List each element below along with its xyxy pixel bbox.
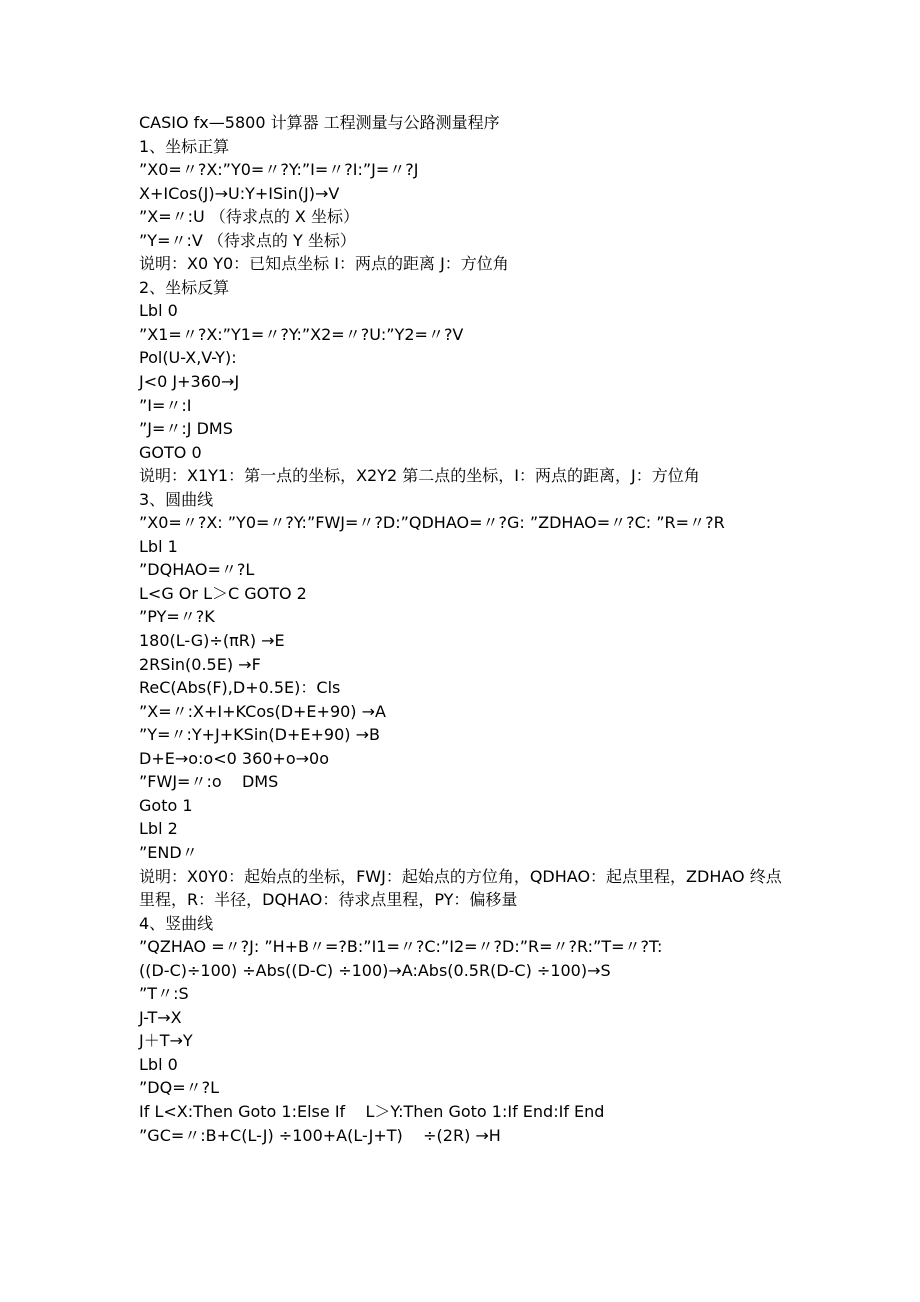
- code-line: ReC(Abs(F),D+0.5E)：Cls: [139, 678, 341, 698]
- code-line: 180(L-G)÷(πR) →E: [139, 631, 285, 651]
- code-line: 2RSin(0.5E) →F: [139, 654, 261, 674]
- code-line: ”X=〃:U （待求点的 X 坐标）: [139, 207, 359, 227]
- code-line: Lbl 0: [139, 1054, 178, 1074]
- document-page: [139, 111, 789, 1147]
- explanation-text: 说明：X1Y1：第一点的坐标，X2Y2 第二点的坐标，I：两点的距离，J：方位角: [139, 466, 700, 486]
- code-line: Pol(U-X,V-Y):: [139, 348, 237, 368]
- code-line: Lbl 0: [139, 301, 178, 321]
- code-line: ”X0=〃?X: ”Y0=〃?Y:”FWJ=〃?D:”QDHAO=〃?G: ”ZDHAO=〃?C: ”R=〃?R: [139, 513, 725, 533]
- code-line: ”Y=〃:V （待求点的 Y 坐标）: [139, 230, 356, 250]
- code-line: X+ICos(J)→U:Y+ISin(J)→V: [139, 183, 340, 203]
- code-line: J<0 J+360→J: [139, 372, 240, 392]
- section-heading-coordinate-forward: 1、坐标正算: [139, 136, 230, 156]
- section-heading-vertical-curve: 4、竖曲线: [139, 913, 214, 933]
- code-line: Lbl 1: [139, 536, 178, 556]
- code-line: ”DQHAO=〃?L: [139, 560, 255, 580]
- code-line: ”J=〃:J DMS: [139, 419, 233, 439]
- code-line: ((D-C)÷100) ÷Abs((D-C) ÷100)→A:Abs(0.5R(D-C) ÷100)→S: [139, 960, 611, 980]
- code-line: J＋T→Y: [139, 1031, 193, 1051]
- code-line: ”I=〃:I: [139, 395, 192, 415]
- section-heading-circular-curve: 3、圆曲线: [139, 489, 214, 509]
- code-line: ”END〃: [139, 842, 198, 862]
- code-line: ”X=〃:X+I+KCos(D+E+90) →A: [139, 701, 386, 721]
- explanation-text: 说明：X0Y0：起始点的坐标，FWJ：起始点的方位角，QDHAO：起点里程，ZDHAO 终点里程，R：半径，DQHAO：待求点里程，PY：偏移量: [139, 866, 782, 910]
- section-heading-coordinate-inverse: 2、坐标反算: [139, 277, 230, 297]
- code-line: ”T〃:S: [139, 984, 189, 1004]
- code-line: ”GC=〃:B+C(L-J) ÷100+A(L-J+T) ÷(2R) →H: [139, 1125, 501, 1145]
- code-line: Lbl 2: [139, 819, 178, 839]
- code-line: ”X1=〃?X:”Y1=〃?Y:”X2=〃?U:”Y2=〃?V: [139, 324, 464, 344]
- code-line: L<G Or L＞C GOTO 2: [139, 583, 307, 603]
- code-line: D+E→o:o<0 360+o→0o: [139, 748, 329, 768]
- code-line: ”QZHAO =〃?J: ”H+B〃=?B:”I1=〃?C:”I2=〃?D:”R=〃?R:”T=〃?T:: [139, 937, 663, 957]
- code-line: ”PY=〃?K: [139, 607, 215, 627]
- code-line: ”X0=〃?X:”Y0=〃?Y:”I=〃?I:”J=〃?J: [139, 160, 419, 180]
- code-line: J-T→X: [139, 1007, 182, 1027]
- code-line: If L<X:Then Goto 1:Else If L＞Y:Then Goto 1:If End:If End: [139, 1101, 605, 1121]
- code-line: ”DQ=〃?L: [139, 1078, 220, 1098]
- code-line: ”Y=〃:Y+J+KSin(D+E+90) →B: [139, 725, 380, 745]
- code-line: Goto 1: [139, 795, 193, 815]
- doc-title: CASIO fx—5800 计算器 工程测量与公路测量程序: [139, 113, 500, 132]
- code-line: GOTO 0: [139, 442, 202, 462]
- code-line: ”FWJ=〃:o DMS: [139, 772, 279, 792]
- explanation-text: 说明：X0 Y0：已知点坐标 I：两点的距离 J：方位角: [139, 254, 509, 274]
